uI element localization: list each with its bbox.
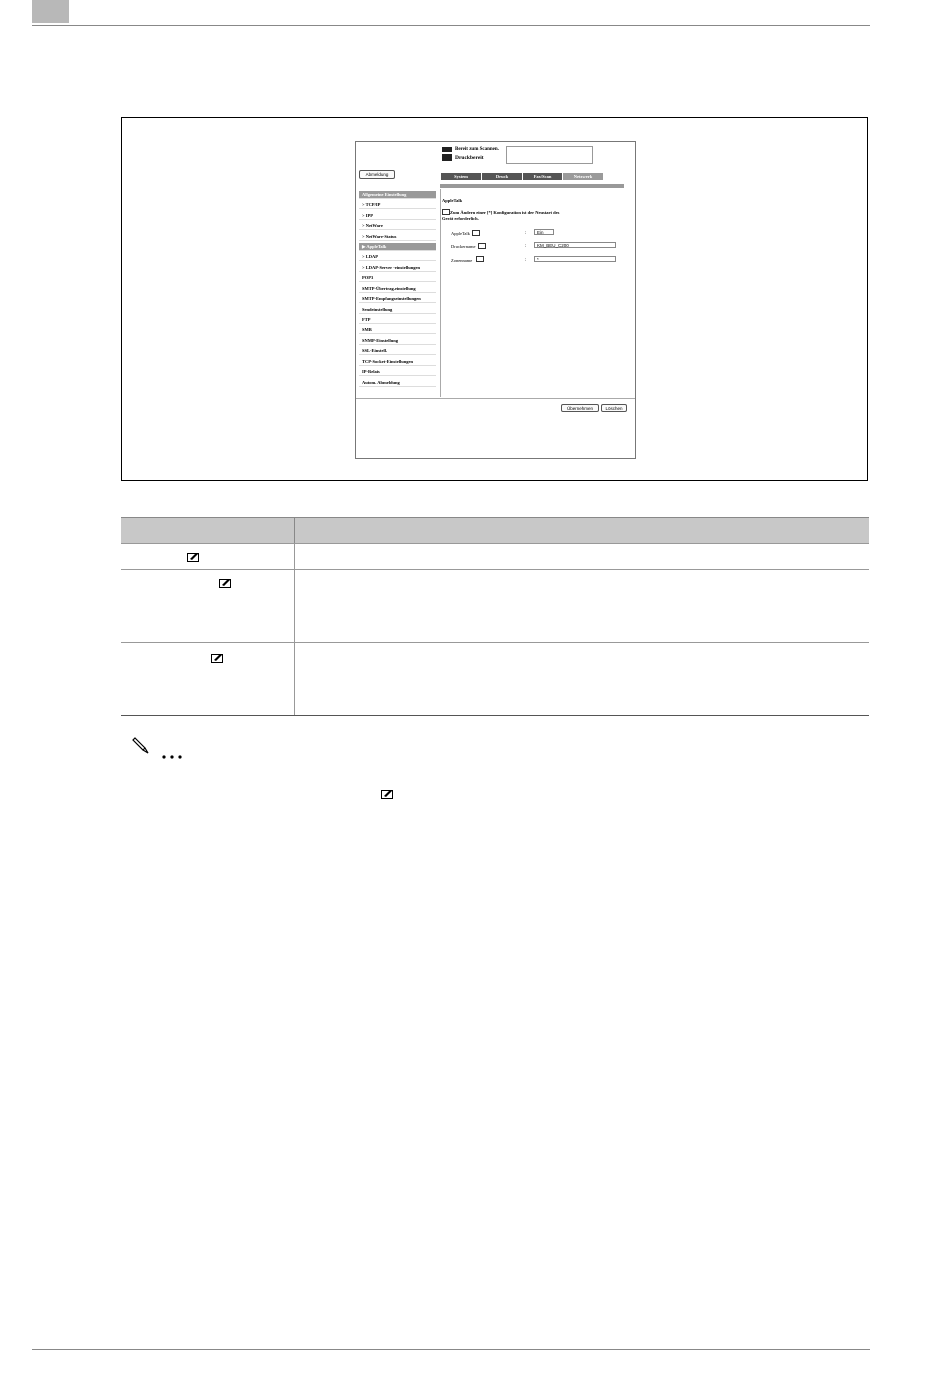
logout-button[interactable]: Abmeldung — [359, 170, 395, 179]
sidebar-item-netware-status[interactable]: > NetWare-Status — [359, 233, 436, 241]
table-bottom-rule — [121, 715, 869, 716]
restart-note-line2: Gerät erforderlich. — [442, 216, 479, 221]
restart-note-line1: Zum Ändern einer [*] Konfiguration ist der Neustart des — [450, 210, 560, 215]
zone-name-label: Zonenname — [451, 258, 473, 263]
page-corner-block — [32, 0, 69, 23]
table-header-divider — [294, 517, 295, 543]
colon: : — [525, 244, 527, 249]
table-column-divider — [294, 543, 295, 715]
sidebar-item-general[interactable]: Allgemeine Einstellung — [359, 191, 436, 199]
sidebar-item-auto-logout[interactable]: Autom. Abmeldung — [359, 379, 436, 387]
printer-status-text: Druckbereit — [455, 155, 484, 161]
tab-print[interactable]: Druck — [482, 173, 522, 180]
tab-system[interactable]: System — [441, 173, 481, 180]
footer-rule — [32, 1349, 870, 1350]
printer-name-edit-icon — [478, 243, 486, 249]
colon: : — [525, 258, 527, 263]
sidebar-item-tcpip[interactable]: > TCP/IP — [359, 201, 436, 209]
sidebar-item-pop3[interactable]: POP3 — [359, 274, 436, 282]
sidebar-item-send-settings[interactable]: Sendeinstellung — [359, 306, 436, 314]
sidebar-item-ssl[interactable]: SSL-Einstell. — [359, 347, 436, 355]
content-title: AppleTalk — [442, 198, 463, 203]
tab-underline — [440, 184, 624, 188]
note-pencil-icon — [131, 735, 187, 761]
zone-name-edit-icon — [476, 256, 484, 262]
tab-network[interactable]: Netzwerk — [563, 173, 603, 180]
appletalk-select[interactable]: Ein — [534, 229, 554, 235]
sidebar — [356, 189, 441, 397]
sidebar-item-smtp-send[interactable]: SMTP-Übertrag.einstellung — [359, 285, 436, 293]
restart-required-icon — [187, 551, 199, 562]
colon: : — [525, 231, 527, 236]
header-rule — [32, 25, 870, 26]
sidebar-item-smb[interactable]: SMB — [359, 326, 436, 334]
sidebar-item-ipp[interactable]: > IPP — [359, 212, 436, 220]
status-display-box — [506, 146, 593, 164]
web-ui-screenshot — [355, 141, 636, 459]
sidebar-item-ldap-server[interactable]: > LDAP-Server -einstellungen — [359, 264, 436, 272]
sidebar-item-ftp[interactable]: FTP — [359, 316, 436, 324]
apply-button[interactable]: Übernehmen — [561, 404, 599, 412]
table-row-rule — [121, 642, 869, 643]
restart-required-icon — [211, 652, 223, 663]
footer-separator — [356, 398, 635, 399]
printer-icon — [442, 154, 452, 161]
table-row-rule — [121, 569, 869, 570]
appletalk-label: AppleTalk — [451, 231, 470, 236]
restart-required-icon — [219, 577, 231, 588]
sidebar-item-tcp-socket[interactable]: TCP-Socket-Einstellungen — [359, 358, 436, 366]
table-row-rule — [121, 543, 869, 544]
edit-note-icon — [442, 209, 450, 215]
restart-required-icon — [381, 788, 393, 799]
printer-name-input[interactable]: KM_BEU_C200 — [534, 242, 616, 248]
sidebar-item-netware[interactable]: > NetWare — [359, 222, 436, 230]
sidebar-item-ip-relay[interactable]: IP-Relais — [359, 368, 436, 376]
tab-fax-scan[interactable]: Fax/Scan — [523, 173, 562, 180]
appletalk-edit-icon — [472, 230, 480, 236]
table-header — [121, 517, 869, 544]
zone-name-input[interactable]: * — [534, 256, 616, 262]
clear-button[interactable]: Löschen — [601, 404, 627, 412]
scan-status-text: Bereit zum Scannen. — [455, 147, 499, 152]
printer-name-label: Druckername — [451, 244, 476, 249]
sidebar-item-appletalk[interactable]: ▶ AppleTalk — [359, 243, 436, 251]
sidebar-item-smtp-receive[interactable]: SMTP-Empfangseinstellungen — [359, 295, 436, 303]
sidebar-item-snmp[interactable]: SNMP-Einstellung — [359, 337, 436, 345]
sidebar-item-ldap[interactable]: > LDAP — [359, 253, 436, 261]
scanner-icon — [442, 147, 452, 152]
